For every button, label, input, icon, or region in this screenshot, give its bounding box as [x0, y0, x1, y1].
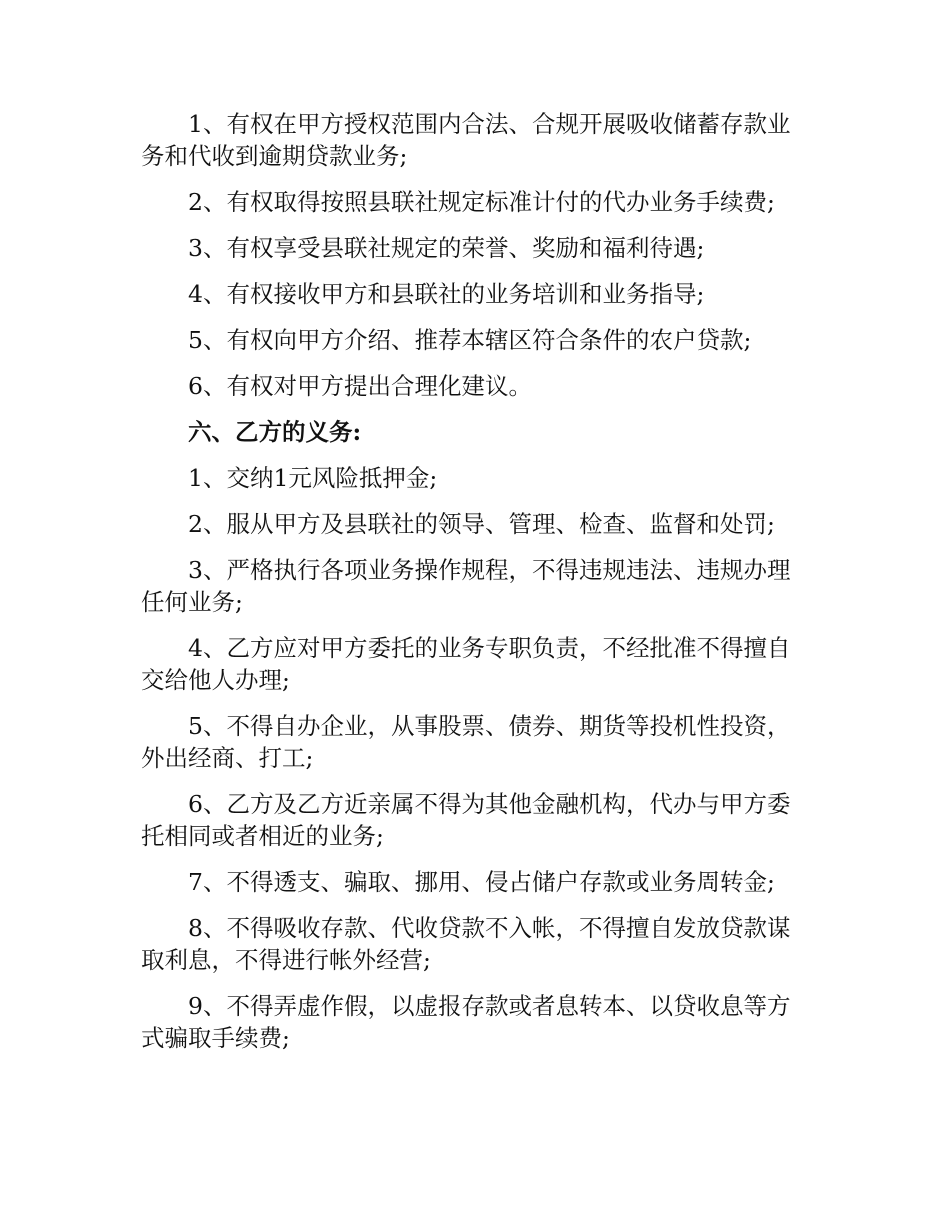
paragraph-duty-6: 6、乙方及乙方近亲属不得为其他金融机构，代办与甲方委托相同或者相近的业务;	[141, 790, 791, 850]
paragraph-right-3: 3、有权享受县联社规定的荣誉、奖励和福利待遇;	[188, 234, 705, 262]
paragraph-right-2: 2、有权取得按照县联社规定标准计付的代办业务手续费;	[188, 188, 775, 216]
document-body	[141, 108, 809, 1068]
paragraph-right-1: 1、有权在甲方授权范围内合法、合规开展吸收储蓄存款业务和代收到逾期贷款业务;	[141, 110, 791, 170]
paragraph-duty-8: 8、不得吸收存款、代收贷款不入帐，不得擅自发放贷款谋取利息，不得进行帐外经营;	[141, 914, 791, 974]
paragraph-right-5: 5、有权向甲方介绍、推荐本辖区符合条件的农户贷款;	[188, 326, 752, 354]
paragraph-duty-5: 5、不得自办企业，从事股票、债券、期货等投机性投资，外出经商、打工;	[141, 712, 791, 772]
paragraph-right-4: 4、有权接收甲方和县联社的业务培训和业务指导;	[188, 280, 705, 308]
paragraph-duty-9: 9、不得弄虚作假，以虚报存款或者息转本、以贷收息等方式骗取手续费;	[141, 992, 791, 1052]
paragraph-duty-7: 7、不得透支、骗取、挪用、侵占储户存款或业务周转金;	[188, 868, 775, 896]
section-heading-obligations: 六、乙方的义务:	[188, 418, 362, 446]
paragraph-duty-3: 3、严格执行各项业务操作规程，不得违规违法、违规办理任何业务;	[141, 556, 791, 616]
paragraph-duty-2: 2、服从甲方及县联社的领导、管理、检查、监督和处罚;	[188, 510, 775, 538]
paragraph-duty-4: 4、乙方应对甲方委托的业务专职负责，不经批准不得擅自交给他人办理;	[141, 634, 791, 694]
paragraph-right-6: 6、有权对甲方提出合理化建议。	[188, 372, 532, 400]
paragraph-duty-1: 1、交纳1元风险抵押金;	[188, 464, 438, 492]
